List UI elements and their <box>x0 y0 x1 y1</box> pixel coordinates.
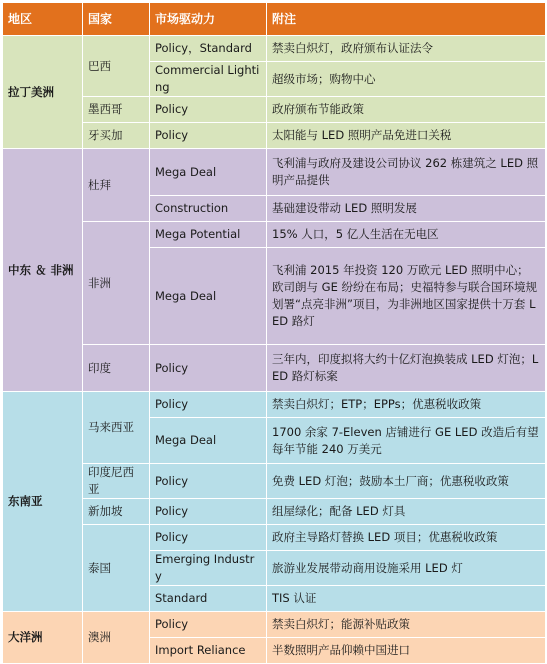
table-row <box>3 36 546 62</box>
driver-cell: Policy <box>150 612 267 638</box>
driver-cell: Commercial Lighting <box>150 62 267 97</box>
note-cell: 免费 LED 灯泡；鼓励本土厂商；优惠税收政策 <box>267 464 546 499</box>
header-note: 附注 <box>267 3 546 36</box>
table-row <box>3 525 546 551</box>
table-row <box>3 464 546 499</box>
note-cell: 政府主导路灯替换 LED 项目；优惠税收政策 <box>267 525 546 551</box>
driver-cell: Policy，Standard <box>150 36 267 62</box>
region-cell: 大洋洲 <box>3 612 83 664</box>
driver-cell: Policy <box>150 525 267 551</box>
driver-cell: Mega Potential <box>150 222 267 248</box>
country-cell: 印度尼西亚 <box>83 464 150 499</box>
country-cell: 巴西 <box>83 36 150 97</box>
region-cell: 拉丁美洲 <box>3 36 83 149</box>
driver-cell: Mega Deal <box>150 418 267 464</box>
note-cell: 禁卖白炽灯；能源补贴政策 <box>267 612 546 638</box>
note-cell: 禁卖白炽灯，政府颁布认证法令 <box>267 36 546 62</box>
table-row <box>3 612 546 638</box>
header-country: 国家 <box>83 3 150 36</box>
country-cell: 杜拜 <box>83 149 150 222</box>
table-row <box>3 222 546 248</box>
note-cell: 半数照明产品仰赖中国进口 <box>267 638 546 664</box>
table-row <box>3 123 546 149</box>
region-cell: 东南亚 <box>3 392 83 612</box>
note-cell: 太阳能与 LED 照明产品免进口关税 <box>267 123 546 149</box>
header-row <box>3 3 546 36</box>
table-row <box>3 499 546 525</box>
country-cell: 非洲 <box>83 222 150 345</box>
driver-cell: Policy <box>150 464 267 499</box>
driver-cell: Construction <box>150 196 267 222</box>
note-cell: 飞利浦 2015 年投资 120 万欧元 LED 照明中心；欧司朗与 GE 纷纷在布局；史福特参与联合国环境规划署“点亮非洲”项目，为非洲地区国家提供十万套 LED 路灯 <box>267 248 546 345</box>
region-cell: 中东 ＆ 非洲 <box>3 149 83 392</box>
header-driver: 市场驱动力 <box>150 3 267 36</box>
table-row <box>3 345 546 392</box>
country-cell: 泰国 <box>83 525 150 612</box>
driver-cell: Emerging Industry <box>150 551 267 586</box>
driver-cell: Policy <box>150 123 267 149</box>
note-cell: 三年内，印度拟将大约十亿灯泡换装成 LED 灯泡；LED 路灯标案 <box>267 345 546 392</box>
driver-cell: Policy <box>150 499 267 525</box>
header-region: 地区 <box>3 3 83 36</box>
note-cell: 1700 余家 7-Eleven 店铺进行 GE LED 改造后有望每年节能 240 万美元 <box>267 418 546 464</box>
country-cell: 马来西亚 <box>83 392 150 464</box>
country-cell: 牙买加 <box>83 123 150 149</box>
table-row <box>3 392 546 418</box>
note-cell: 15% 人口，5 亿人生活在无电区 <box>267 222 546 248</box>
country-cell: 墨西哥 <box>83 97 150 123</box>
note-cell: 政府颁布节能政策 <box>267 97 546 123</box>
note-cell: 基础建设带动 LED 照明发展 <box>267 196 546 222</box>
note-cell: 禁卖白炽灯；ETP；EPPs；优惠税收政策 <box>267 392 546 418</box>
note-cell: TIS 认证 <box>267 586 546 612</box>
table-row <box>3 97 546 123</box>
note-cell: 超级市场；购物中心 <box>267 62 546 97</box>
driver-cell: Policy <box>150 345 267 392</box>
country-cell: 印度 <box>83 345 150 392</box>
market-table <box>2 2 546 664</box>
driver-cell: Standard <box>150 586 267 612</box>
driver-cell: Mega Deal <box>150 149 267 196</box>
country-cell: 澳洲 <box>83 612 150 664</box>
note-cell: 飞利浦与政府及建设公司协议 262 栋建筑之 LED 照明产品提供 <box>267 149 546 196</box>
country-cell: 新加坡 <box>83 499 150 525</box>
driver-cell: Mega Deal <box>150 248 267 345</box>
note-cell: 旅游业发展带动商用设施采用 LED 灯 <box>267 551 546 586</box>
note-cell: 组屋绿化；配备 LED 灯具 <box>267 499 546 525</box>
driver-cell: Import Reliance <box>150 638 267 664</box>
driver-cell: Policy <box>150 97 267 123</box>
driver-cell: Policy <box>150 392 267 418</box>
table-row <box>3 149 546 196</box>
